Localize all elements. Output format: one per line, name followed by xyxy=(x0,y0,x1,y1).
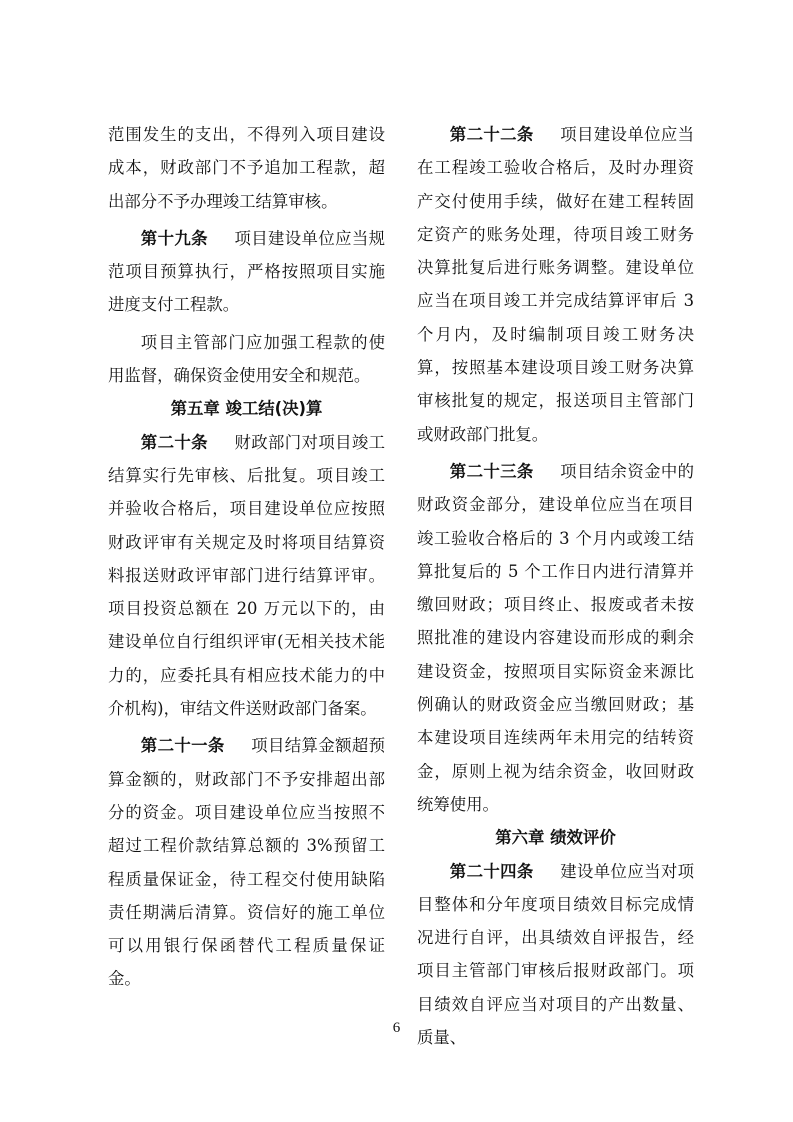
article-title: 第二十条 xyxy=(140,432,208,452)
article-title: 第二十四条 xyxy=(449,861,534,881)
paragraph-continuation: 范围发生的支出，不得列入项目建设成本，财政部门不予追加工程款，超出部分不予办理竣工结算审核。 xyxy=(108,125,385,211)
article-title: 第二十三条 xyxy=(449,461,534,481)
article-20 xyxy=(108,426,385,726)
article-19 xyxy=(108,222,385,322)
article-text: 项目结余资金中的财政资金部分，建设单位应当在项目竣工验收合格后的 3 个月内或竣工结算批复后的 5 个工作日内进行清算并缴回财政；项目终止、报废或者未按照批准的建设内容建设而形成的剩余建设资金，按照项目实际资金来源比例确认的财政资金应当缴回财政；基本建设项目连续两年未用完的结转资金，原则上视为结余资金，收回财政统筹使用。 xyxy=(417,461,695,814)
article-title: 第二十二条 xyxy=(449,125,534,144)
article-21 xyxy=(108,729,385,995)
paragraph: 项目主管部门应加强工程款的使用监督，确保资金使用安全和规范。 xyxy=(108,332,385,386)
chapter-heading: 第五章 竣工结(决)算 xyxy=(170,399,323,419)
article-title: 第二十一条 xyxy=(140,736,225,756)
article-text: 项目结算金额超预算金额的，财政部门不予安排超出部分的资金。项目建设单位应当按照不超过工程价款结算总额的 3%预留工程质量保证金，待工程交付使用缺陷责任期满后清算。资信好的施工单位可以用银行保函替代工程质量保证金。 xyxy=(108,736,386,989)
article-text: 建设单位应当对项目整体和分年度项目绩效目标完成情况进行自评，出具绩效自评报告，经项目主管部门审核后报财政部门。项目绩效自评应当对项目的产出数量、质量、 xyxy=(417,861,695,1048)
article-title: 第十九条 xyxy=(140,228,208,248)
article-text: 项目建设单位应当规范项目预算执行，严格按照项目实施进度支付工程款。 xyxy=(108,228,386,315)
article-22 xyxy=(417,118,694,451)
right-column xyxy=(417,118,694,1054)
article-23 xyxy=(417,455,694,821)
article-text: 项目建设单位应当在工程竣工验收合格后，及时办理资产交付使用手续，做好在建工程转固定资产的账务处理，待项目竣工财务决算批复后进行账务调整。建设单位应当在项目竣工并完成结算评审后 3 个月内，及时编制项目竣工财务决算，按照基本建设项目竣工财务决算审核批复的规定，报送项目主管部门或财政部门批复。 xyxy=(417,125,695,444)
chapter-heading: 第六章 绩效评价 xyxy=(495,828,616,848)
article-text: 财政部门对项目竣工结算实行先审核、后批复。项目竣工并验收合格后，项目建设单位应按照财政评审有关规定及时将项目结算资料报送财政评审部门进行结算评审。项目投资总额在 20 万元以下的，由建设单位自行组织评审(无相关技术能力的，应委托具有相应技术能力的中介机构)，审结文件送财政部门备案。 xyxy=(108,432,386,719)
left-column xyxy=(108,118,385,996)
page-number: 6 xyxy=(392,1020,401,1036)
